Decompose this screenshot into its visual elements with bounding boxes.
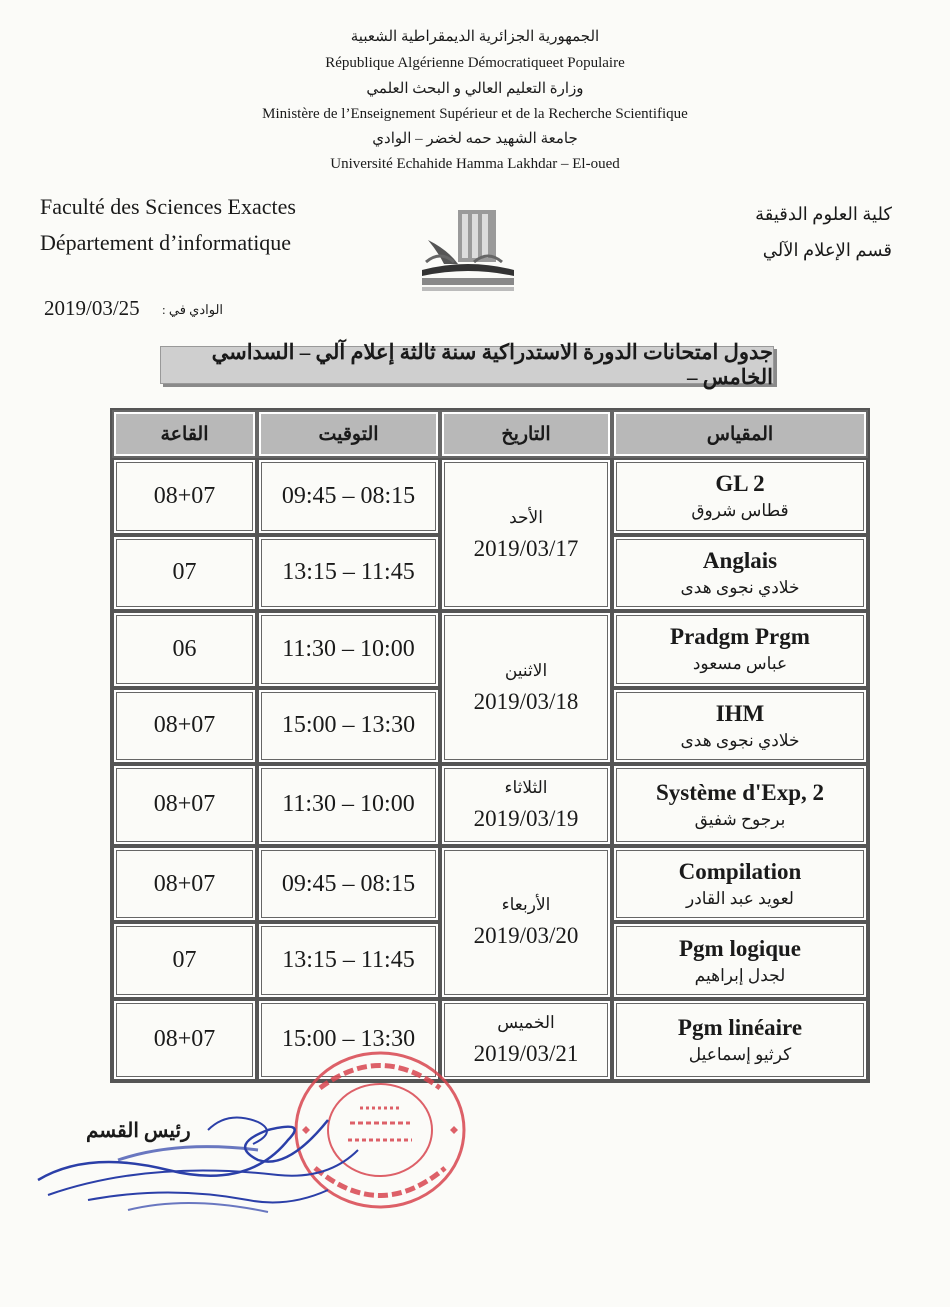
date-cell xyxy=(440,764,612,846)
handwritten-signature xyxy=(28,1100,388,1220)
header-fr-university: Université Echahide Hamma Lakhdar – El-oued xyxy=(330,156,620,172)
room-cell: 07 xyxy=(112,922,257,999)
day-name: الثلاثاء xyxy=(504,777,548,797)
header-ar-university: جامعة الشهيد حمه لخضر – الوادي xyxy=(372,131,578,147)
date-value: 2019/03/21 xyxy=(473,1040,579,1066)
room-cell: 07 xyxy=(112,535,257,612)
room-cell: 08+07 xyxy=(112,458,257,535)
table-header-row xyxy=(112,410,868,458)
time-cell: 15:00 – 13:30 xyxy=(257,999,440,1081)
department-fr: Département d’informatique xyxy=(40,230,292,255)
room-cell: 08+07 xyxy=(112,764,257,846)
exam-schedule-table xyxy=(110,408,870,1083)
schedule-title: جدول امتحانات الدورة الاستدراكية سنة ثالثة إعلام آلي – السداسي الخامس – xyxy=(160,346,774,384)
time-cell: 13:15 – 11:45 xyxy=(257,535,440,612)
professor-name: لجدل إبراهيم xyxy=(694,965,786,985)
module-cell xyxy=(612,458,868,535)
module-cell xyxy=(612,688,868,765)
date-value: 2019/03/18 xyxy=(473,688,579,714)
time-cell: 13:15 – 11:45 xyxy=(257,922,440,999)
date-cell xyxy=(440,458,612,611)
date-value: 2019/03/17 xyxy=(473,535,579,561)
table-row xyxy=(112,458,868,535)
module-name: Compilation xyxy=(678,859,802,885)
department-ar: قسم الإعلام الآلي xyxy=(762,240,892,260)
header-fr-ministry: Ministère de l’Enseignement Supérieur et de la Recherche Scientifique xyxy=(262,106,688,122)
time-cell: 11:30 – 10:00 xyxy=(257,764,440,846)
header-room: القاعة xyxy=(112,410,257,458)
department-head-label: رئيس القسم xyxy=(86,1120,191,1142)
room-cell: 08+07 xyxy=(112,688,257,765)
module-name: Système d'Exp, 2 xyxy=(655,779,825,805)
date-cell xyxy=(440,611,612,764)
module-name: Anglais xyxy=(702,547,778,573)
module-name: Pgm linéaire xyxy=(677,1014,803,1040)
room-cell: 08+07 xyxy=(112,846,257,923)
header-ar-republic: الجمهورية الجزائرية الديمقراطية الشعبية xyxy=(350,29,600,45)
faculty-fr: Faculté des Sciences Exactes xyxy=(40,194,296,219)
module-name: IHM xyxy=(715,700,765,726)
time-cell: 11:30 – 10:00 xyxy=(257,611,440,688)
professor-name: خلادي نجوى هدى xyxy=(680,577,800,597)
day-name: الأحد xyxy=(509,507,543,527)
module-cell xyxy=(612,999,868,1081)
room-cell: 08+07 xyxy=(112,999,257,1081)
time-cell: 09:45 – 08:15 xyxy=(257,458,440,535)
day-name: الخميس xyxy=(497,1012,555,1032)
date-cell xyxy=(440,846,612,999)
date-value: 2019/03/20 xyxy=(473,923,579,949)
header-time: التوقيت xyxy=(257,410,440,458)
university-logo xyxy=(418,200,518,300)
module-cell xyxy=(612,611,868,688)
professor-name: قطاس شروق xyxy=(691,501,789,521)
module-name: Pgm logique xyxy=(678,935,802,961)
date-value: 2019/03/19 xyxy=(473,805,579,831)
day-name: الاثنين xyxy=(504,660,548,680)
issue-date-label: الوادي في : xyxy=(162,302,224,317)
time-cell: 09:45 – 08:15 xyxy=(257,846,440,923)
day-name: الأربعاء xyxy=(501,895,551,915)
table-row xyxy=(112,999,868,1081)
module-cell xyxy=(612,535,868,612)
room-cell: 06 xyxy=(112,611,257,688)
table-row xyxy=(112,611,868,688)
module-cell xyxy=(612,922,868,999)
header-module: المقياس xyxy=(612,410,868,458)
header-fr-republic: République Algérienne Démocratiqueet Populaire xyxy=(325,55,625,71)
professor-name: خلادي نجوى هدى xyxy=(680,730,800,750)
header-date: التاريخ xyxy=(440,410,612,458)
professor-name: لعويد عبد القادر xyxy=(686,889,794,909)
professor-name: كرثيو إسماعيل xyxy=(688,1044,792,1064)
table-row xyxy=(112,764,868,846)
module-cell xyxy=(612,764,868,846)
faculty-ar: كلية العلوم الدقيقة xyxy=(755,204,892,224)
time-cell: 15:00 – 13:30 xyxy=(257,688,440,765)
table-row xyxy=(112,846,868,923)
professor-name: برجوح شفيق xyxy=(694,809,786,829)
issue-date: 2019/03/25 xyxy=(44,296,140,320)
module-cell xyxy=(612,846,868,923)
professor-name: عباس مسعود xyxy=(692,654,788,674)
header-ar-ministry: وزارة التعليم العالي و البحث العلمي xyxy=(366,81,584,97)
module-name: GL 2 xyxy=(715,471,765,497)
module-name: Pradgm Prgm xyxy=(670,624,810,650)
